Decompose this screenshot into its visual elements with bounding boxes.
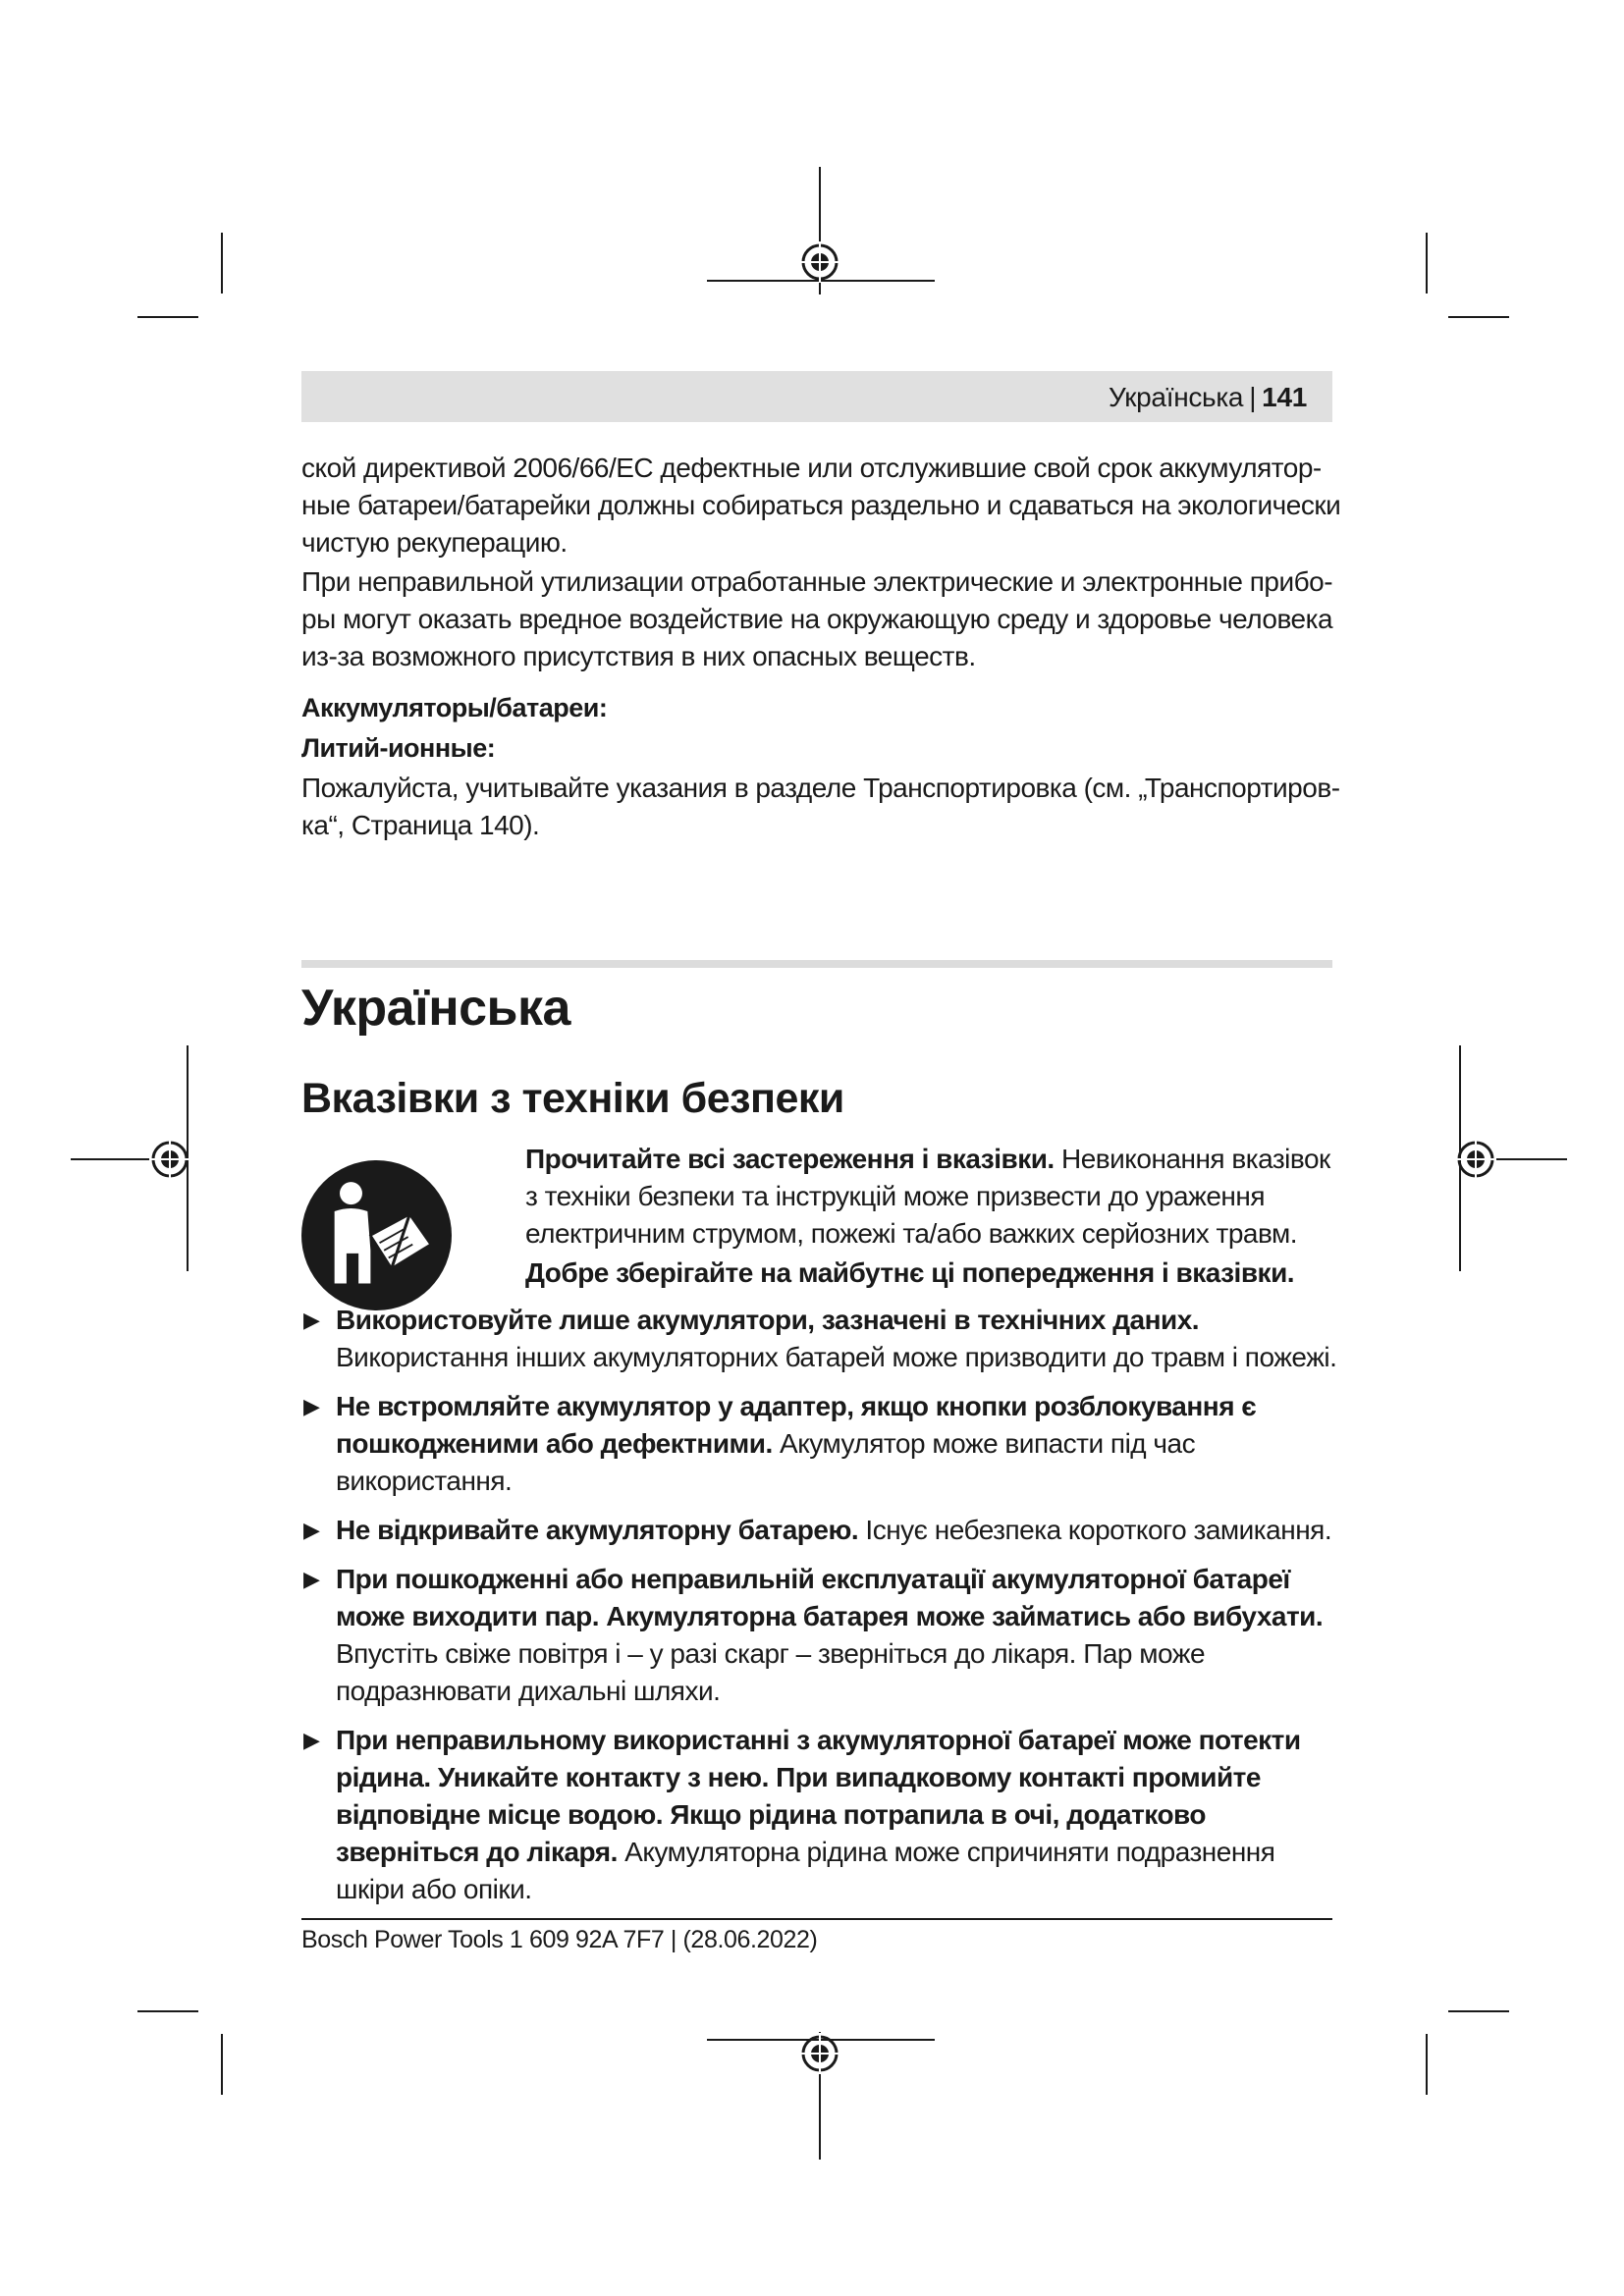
paragraph: ской директивой 2006/66/EC дефектные или отслужившие свой срок аккумуляторные батареи/батарейки должны собираться раздельно и сдаваться на экологически чистую рекуперацию.: [301, 453, 1341, 558]
list-item: [301, 1561, 1342, 1710]
intro-block: [525, 1141, 1340, 1292]
crop-mark: [137, 2010, 198, 2012]
warning-text: Використання інших акумуляторних батарей може призводити до травм і пожежі.: [336, 1342, 1337, 1372]
paragraph: При неправильной утилизации отработанные электрические и электронные приборы могут оказать вредное воздействие на окружающую среду и здоровье человека из-за возможного присутствия в них опасных веществ.: [301, 566, 1333, 671]
safety-warnings-list: [301, 1302, 1342, 1920]
warning-bold: При неправильному використанні з акумуляторної батареї може потекти рідина. Уникайте контакту з нею. При випадковому контакті промийте відповідне місце водою. Якщо рідина потрапила в очі, додатково зверніться до лікаря.: [336, 1725, 1301, 1867]
crop-mark: [221, 2034, 223, 2095]
read-manual-icon: [301, 1160, 452, 1310]
registration-mark-icon: [799, 2033, 840, 2074]
warning-text: Існує небезпека короткого замикання.: [858, 1515, 1332, 1545]
warning-text: Впустіть свіже повітря і – у разі скарг – зверніться до лікаря. Пар може подразнювати дихальні шляхи.: [336, 1638, 1206, 1706]
page-footer: Bosch Power Tools 1 609 92A 7F7 | (28.06.2022): [301, 1926, 818, 1953]
section-divider: [301, 960, 1332, 968]
crop-mark: [1426, 2034, 1428, 2095]
page-number: 141: [1262, 382, 1307, 412]
crop-mark: [1448, 316, 1509, 318]
bullet-icon: ▶: [303, 1728, 320, 1752]
warning-text: Акумулятор може випасти під час використання.: [336, 1428, 1196, 1496]
crop-mark: [1426, 233, 1428, 294]
subheading: Литий-ионные:: [301, 733, 496, 763]
intro-lead-text: Невиконання вказівок з техніки безпеки та інструкцій може призвести до ураження електричним струмом, пожежі та/або важких серйозних травм.: [525, 1144, 1330, 1249]
list-item: [301, 1722, 1342, 1908]
header-separator: |: [1249, 382, 1257, 412]
subheading: Аккумуляторы/батареи:: [301, 693, 608, 722]
list-item: [301, 1302, 1342, 1376]
section-title: Українська: [301, 980, 570, 1037]
bullet-icon: ▶: [303, 1567, 320, 1591]
crop-mark: [221, 233, 223, 294]
list-item: [301, 1512, 1342, 1549]
bullet-icon: ▶: [303, 1308, 320, 1332]
warning-text: Акумуляторна рідина може спричиняти подразнення шкіри або опіки.: [336, 1837, 1275, 1904]
page-header: [301, 371, 1332, 422]
warning-bold: Не відкривайте акумуляторну батарею.: [336, 1515, 859, 1545]
footer-divider: [301, 1918, 1332, 1920]
registration-mark-icon: [799, 241, 840, 283]
header-section: Українська: [1108, 382, 1244, 412]
intro-lead-bold: Прочитайте всі застереження і вказівки.: [525, 1144, 1055, 1174]
page-header-text: [1109, 382, 1307, 413]
warning-bold: Використовуйте лише акумулятори, зазначені в технічних даних.: [336, 1305, 1200, 1335]
list-item: [301, 1388, 1342, 1500]
intro-keep-instructions: Добре зберігайте на майбутнє ці попередження і вказівки.: [525, 1257, 1295, 1288]
registration-mark-icon: [1455, 1139, 1496, 1180]
crop-mark: [137, 316, 198, 318]
warning-bold: Не встромляйте акумулятор у адаптер, якщо кнопки розблокування є пошкодженими або дефектними.: [336, 1391, 1257, 1459]
registration-mark-icon: [149, 1139, 190, 1180]
paragraph: Пожалуйста, учитывайте указания в разделе Транспортировка (см. „Транспортировка“, Страница 140).: [301, 773, 1341, 840]
warning-bold: При пошкодженні або неправильній експлуатації акумуляторної батареї може виходити пар. Акумуляторна батарея може займатись або вибухати.: [336, 1564, 1324, 1631]
section-subtitle: Вказівки з техніки безпеки: [301, 1075, 844, 1122]
bullet-icon: ▶: [303, 1394, 320, 1418]
bullet-icon: ▶: [303, 1518, 320, 1542]
crop-mark: [1448, 2010, 1509, 2012]
